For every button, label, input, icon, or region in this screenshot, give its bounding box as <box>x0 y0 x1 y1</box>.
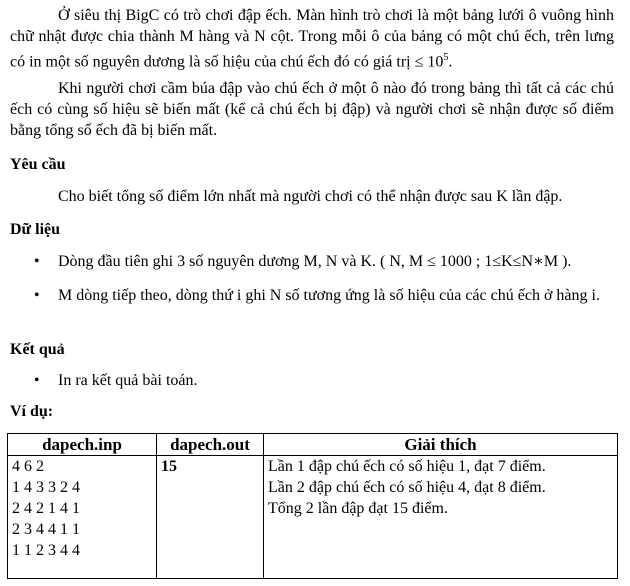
inp-line: 1 4 3 3 2 4 <box>12 479 80 496</box>
inp-line: 4 6 2 <box>12 458 44 475</box>
bullet-icon: • <box>34 372 40 389</box>
intro-paragraph-1 <box>10 5 614 72</box>
table-header-row <box>8 434 618 456</box>
period: . <box>448 53 453 71</box>
bullet-icon: • <box>34 287 40 304</box>
out-cell: 15 <box>157 456 264 579</box>
bullet-text: Dòng đầu tiên ghi 3 số nguyên dương M, N và K. ( N, M ≤ 1000 ; 1≤K≤N∗M ). <box>58 253 572 270</box>
explain-line: Lần 2 đập chú ếch có số hiệu 4, đạt 8 điểm. <box>268 479 546 496</box>
column-header-explain: Giải thích <box>264 434 618 456</box>
exponent: 5 <box>443 52 449 63</box>
column-header-out: dapech.out <box>157 434 264 456</box>
intro-text: Ở siêu thị BigC có trò chơi đập ếch. Màn hình trò chơi là một bảng lưới ô vuông hình chữ nhật được chia thành M hàng và N cột. Trong mỗi ô của bảng có một chú ếch, trên lưng có in một số nguyên dương là số hiệu của chú ếch đó có giá trị ≤ 10 <box>10 7 614 71</box>
bullet-icon: • <box>34 253 40 270</box>
input-heading: Dữ liệu <box>10 221 61 238</box>
explain-cell <box>264 456 618 579</box>
inp-line: 2 4 2 1 4 1 <box>12 500 80 517</box>
inp-line: 2 3 4 4 1 1 <box>12 521 80 538</box>
explain-line: Tổng 2 lần đập đạt 15 điểm. <box>268 500 448 517</box>
bullet-text: M dòng tiếp theo, dòng thứ i ghi N số tương ứng là số hiệu của các chú ếch ở hàng i. <box>58 287 600 304</box>
intro-paragraph-2: Khi người chơi cầm búa đập vào chú ếch ở một ô nào đó trong bảng thì tất cả các chú ếch có cùng số hiệu sẽ biến mất (kể cả chú ếch bị đập) và người chơi sẽ nhận được số điểm bằng tổng số ếch đã bị biến mất. <box>10 80 614 139</box>
input-bullet-2 <box>34 285 614 306</box>
explain-line: Lần 1 đập chú ếch có số hiệu 1, đạt 7 điểm. <box>268 458 546 475</box>
bullet-text: In ra kết quả bài toán. <box>58 372 198 389</box>
example-table <box>7 433 618 579</box>
requirement-text: Cho biết tổng số điểm lớn nhất mà người chơi có thể nhận được sau K lần đập. <box>58 188 563 205</box>
input-bullet-1 <box>34 251 614 272</box>
requirement-heading: Yêu cầu <box>10 156 66 173</box>
output-bullet-1 <box>34 370 614 391</box>
inp-line: 1 1 2 3 4 4 <box>12 542 80 559</box>
inp-cell <box>8 456 157 579</box>
column-header-inp: dapech.inp <box>8 434 157 456</box>
table-row <box>8 456 618 579</box>
output-heading: Kết quả <box>10 341 65 358</box>
example-heading: Ví dụ: <box>10 403 54 420</box>
